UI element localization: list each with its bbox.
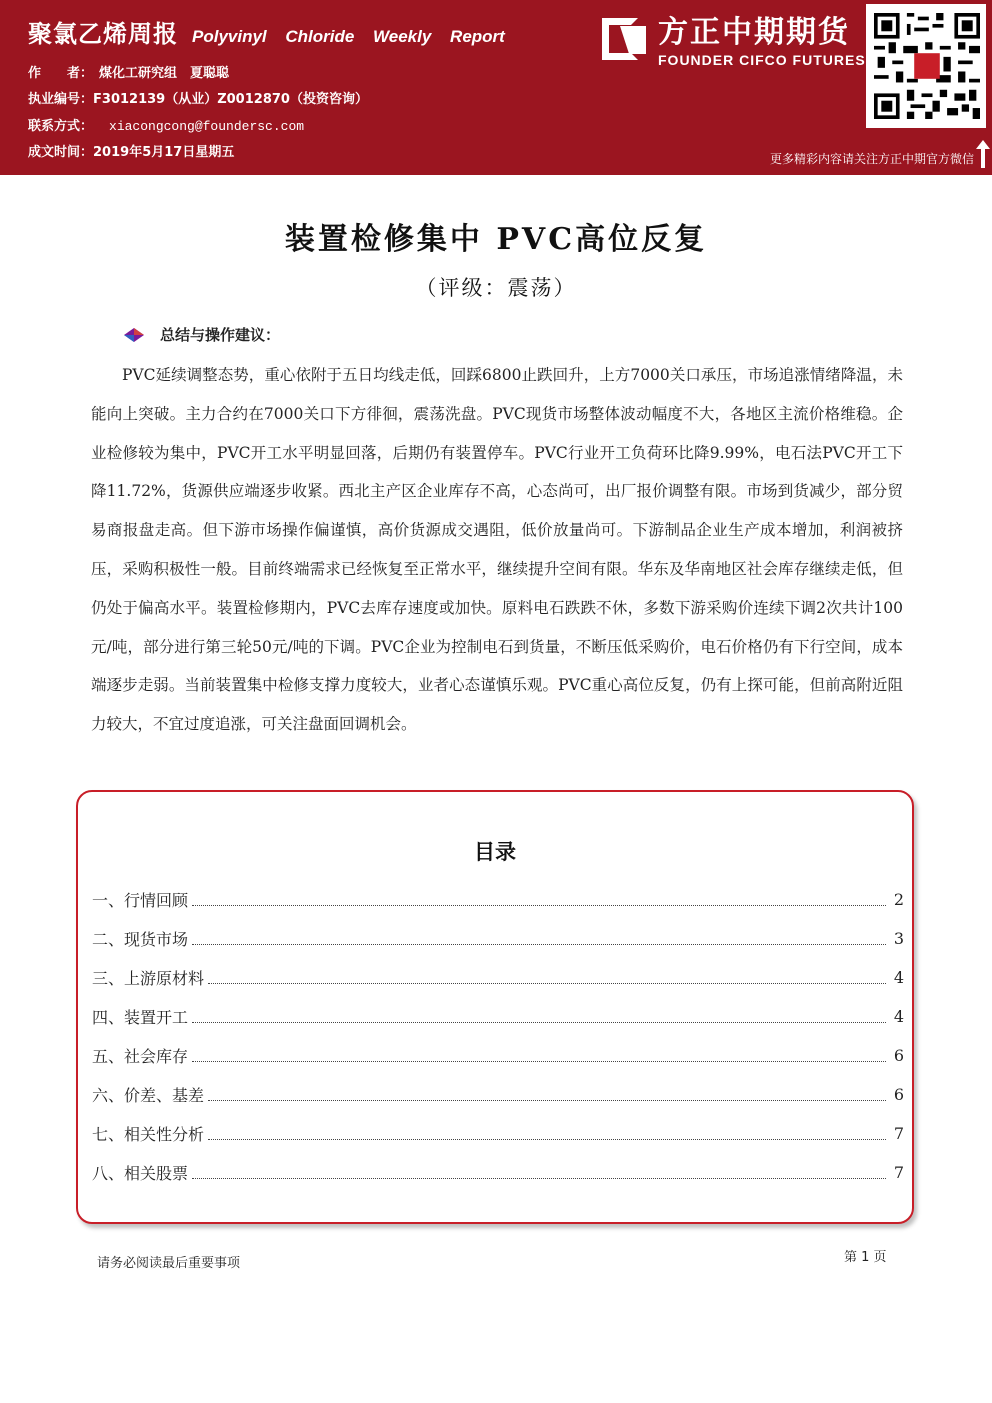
toc-item-label: 八、相关股票: [92, 1164, 189, 1183]
toc-list: [92, 880, 904, 1192]
logo-name-cn: 方正中期期货: [658, 15, 850, 50]
date-value: 2019年5月17日星期五: [93, 145, 235, 160]
series-title-cn: 聚氯乙烯周报: [28, 20, 178, 48]
toc-item-label: 七、相关性分析: [92, 1125, 205, 1144]
founder-logo-icon: [602, 16, 650, 62]
series-title-en: Polyvinyl Chloride Weekly Report: [192, 27, 505, 46]
header-divider: [0, 172, 992, 175]
toc-item-label: 五、社会库存: [92, 1047, 189, 1066]
page-number: 第 1 页: [844, 1250, 887, 1265]
up-arrow-icon: [976, 140, 990, 168]
toc-item-label: 一、行情回顾: [92, 891, 189, 910]
toc-leader: [192, 1049, 886, 1062]
toc-leader: [208, 1088, 886, 1101]
date-row: [28, 141, 234, 160]
license-row: [28, 88, 368, 107]
toc-item-page: 7: [893, 1124, 904, 1143]
qr-center-logo: [914, 53, 940, 79]
summary-heading: [124, 324, 280, 345]
author-row: [28, 62, 229, 81]
contact-email[interactable]: xiacongcong@foundersc.com: [109, 119, 305, 134]
report-rating: （评级：震荡）: [415, 276, 577, 300]
license-label: 执业编号：: [28, 92, 94, 107]
toc-item-page: 6: [893, 1046, 904, 1065]
toc-item[interactable]: [92, 880, 904, 919]
toc-item-page: 4: [893, 968, 904, 987]
follow-wechat-text: 更多精彩内容请关注方正中期官方微信: [769, 152, 974, 166]
toc-item-page: 4: [893, 1007, 904, 1026]
toc-item-label: 三、上游原材料: [92, 969, 205, 988]
logo-name-en: FOUNDER CIFCO FUTURES: [658, 52, 866, 68]
toc-item[interactable]: [92, 958, 904, 997]
summary-heading-text: 总结与操作建议：: [160, 326, 281, 344]
report-series-title: [28, 14, 505, 49]
toc-leader: [208, 971, 886, 984]
report-title: 装置检修集中 PVC高位反复: [284, 222, 708, 257]
toc-title: 目录: [474, 840, 516, 864]
toc-item[interactable]: [92, 1153, 904, 1192]
summary-paragraph: PVC延续调整态势，重心依附于五日均线走低，回踩6800止跌回升，上方7000关口承压，市场追涨情绪降温，未能向上突破。主力合约在7000关口下方徘徊，震荡洗盘。PVC现货市场整体波动幅度不大，各地区主流价格维稳。企业检修较为集中，PVC开工水平明显回落，后期仍有装置停车。PVC行业开工负荷环比降9.99%，电石法PVC开工下降11.72%，货源供应端逐步收紧。西北主产区企业库存不高，心态尚可，出厂报价调整有限。市场到货减少，部分贸易商报盘走高。但下游市场操作偏谨慎，高价货源成交遇阻，低价放量尚可。下游制品企业生产成本增加，利润被挤压，采购积极性一般。目前终端需求已经恢复至正常水平，继续提升空间有限。华东及华南地区社会库存继续走低，但仍处于偏高水平。装置检修期内，PVC去库存速度或加快。原料电石跌跌不休，多数下游采购价连续下调2次共计100元/吨，部分进行第三轮50元/吨的下调。PVC企业为控制电石到货量，不断压低采购价，电石价格仍有下行空间，成本端逐步走弱。当前装置集中检修支撑力度较大，业者心态谨慎乐观。PVC重心高位反复，仍有上探可能，但前高附近阻力较大，不宜过度追涨，可关注盘面回调机会。: [91, 366, 903, 734]
toc-item-label: 四、装置开工: [92, 1008, 189, 1027]
toc-item[interactable]: [92, 997, 904, 1036]
diamond-bullet-icon: [124, 328, 144, 342]
toc-leader: [192, 1010, 886, 1023]
toc-item-label: 二、现货市场: [92, 930, 189, 949]
author-value: 煤化工研究组 夏聪聪: [99, 66, 230, 81]
toc-leader: [192, 932, 886, 945]
toc-item-label: 六、价差、基差: [92, 1086, 205, 1105]
license-value: F3012139（从业）Z0012870（投资咨询）: [93, 92, 368, 107]
company-logo: [602, 16, 866, 68]
toc-item[interactable]: [92, 1075, 904, 1114]
toc-item-page: 3: [893, 929, 904, 948]
toc-leader: [208, 1127, 886, 1140]
contact-label: 联系方式：: [28, 119, 94, 134]
toc-item[interactable]: [92, 1114, 904, 1153]
date-label: 成文时间：: [28, 145, 94, 160]
toc-item-page: 2: [893, 890, 904, 909]
toc-item-page: 6: [893, 1085, 904, 1104]
report-header: [0, 0, 992, 172]
toc-item-page: 7: [893, 1163, 904, 1182]
contact-row: [28, 115, 304, 134]
author-label: 作 者：: [28, 66, 94, 81]
toc-leader: [192, 893, 886, 906]
toc-item[interactable]: [92, 919, 904, 958]
footer-notice: 请务必阅读最后重要事项: [97, 1256, 241, 1271]
wechat-qr-code[interactable]: [866, 4, 986, 128]
toc-leader: [192, 1166, 886, 1179]
table-of-contents: [76, 790, 914, 1224]
qr-code-icon: [874, 12, 980, 120]
toc-item[interactable]: [92, 1036, 904, 1075]
